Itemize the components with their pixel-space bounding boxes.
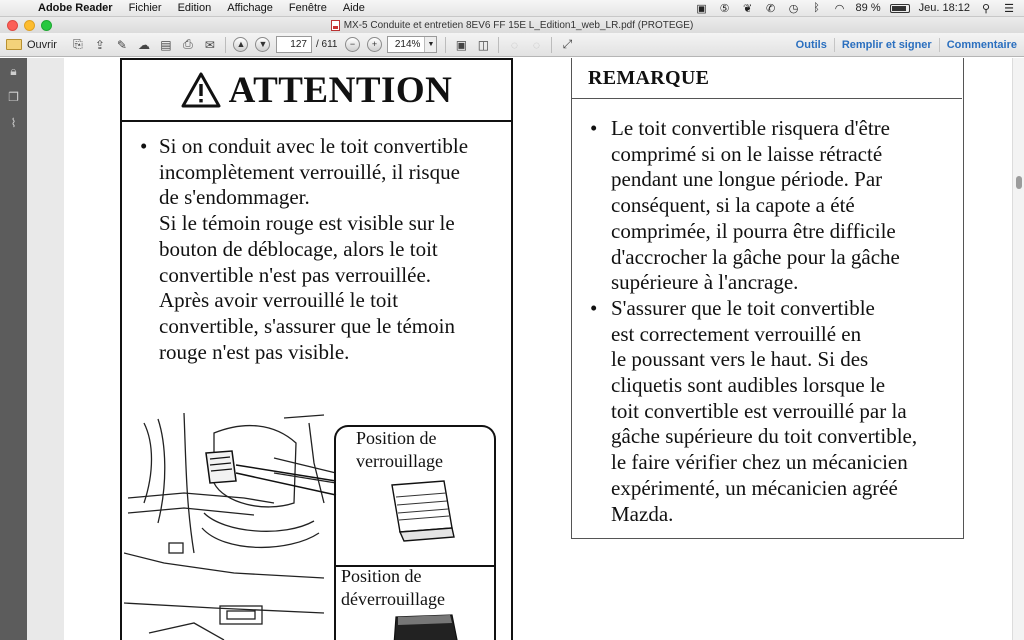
locked-position-callout: [334, 425, 496, 566]
document-viewport[interactable]: [27, 58, 1012, 640]
remarque-text: [590, 116, 960, 527]
folder-icon: [6, 39, 22, 50]
attention-box: [120, 58, 513, 640]
attention-text: [140, 134, 500, 365]
pdf-file-icon: [331, 20, 340, 31]
remarque-line: le poussant vers le haut. Si des: [611, 347, 869, 372]
remarque-line: comprimée, il pourra être difficile: [611, 218, 896, 243]
page-number-input[interactable]: 127: [276, 36, 312, 53]
window-title: MX-5 Conduite et entretien 8EV6 FF 15E L_Edition1_web_LR.pdf (PROTEGE): [343, 19, 694, 31]
attention-header: [122, 58, 511, 122]
remarque-line: le faire vérifier chez un mécanicien: [611, 450, 908, 475]
vertical-scrollbar[interactable]: [1012, 58, 1024, 640]
bullet: •: [590, 295, 598, 320]
comment-link[interactable]: Commentaire: [939, 38, 1024, 52]
remarque-line: comprimé si on le laisse rétracté: [611, 141, 883, 166]
zoom-value: 214%: [394, 39, 421, 50]
page-total: / 611: [315, 39, 338, 50]
battery-icon[interactable]: [890, 4, 910, 13]
menu-aide[interactable]: Aide: [342, 2, 365, 14]
toolbar-divider: [225, 37, 226, 53]
bullet: •: [590, 116, 598, 140]
unlocked-label-line: déverrouillage: [341, 589, 445, 609]
roof-latch-illustration: [124, 403, 509, 640]
remarque-line: pendant une longue période. Par: [611, 167, 883, 192]
remarque-line: est correctement verrouillé en: [611, 321, 862, 346]
attention-line: Après avoir verrouillé le toit: [159, 288, 399, 313]
email-icon[interactable]: ✉: [204, 37, 215, 52]
full-screen-icon[interactable]: ⤢: [562, 37, 573, 51]
remarque-line: cliquetis sont audibles lorsque le: [611, 373, 886, 398]
briefcase-icon[interactable]: ▣: [696, 2, 707, 15]
spotlight-search-icon[interactable]: ⚲: [981, 2, 991, 15]
remarque-line: S'assurer que le toit convertible: [611, 295, 875, 320]
window-zoom-button[interactable]: [41, 20, 52, 31]
remarque-header: [572, 58, 962, 99]
zoom-select[interactable]: [387, 36, 437, 53]
fill-and-sign-link[interactable]: Remplir et signer: [834, 38, 939, 52]
remarque-line: gâche supérieure du toit convertible,: [611, 424, 918, 449]
print-icon[interactable]: ⎙: [183, 37, 193, 51]
number-badge-icon[interactable]: ⑤: [719, 2, 730, 15]
previous-page-button[interactable]: ▲: [233, 37, 248, 52]
attention-title: ATTENTION: [228, 69, 453, 111]
menu-bar: [0, 0, 1024, 17]
attention-line: rouge n'est pas visible.: [159, 339, 350, 364]
fit-width-icon[interactable]: ◫: [477, 37, 490, 52]
remarque-line: Le toit convertible risquera d'être: [611, 116, 890, 140]
bluetooth-icon[interactable]: ᛒ: [813, 2, 820, 14]
chevron-down-icon: ▼: [424, 37, 436, 52]
menu-edition[interactable]: Edition: [177, 2, 212, 14]
attention-line: Si on conduit avec le toit convertible: [159, 134, 469, 158]
attention-line: bouton de déblocage, alors le toit: [159, 236, 438, 261]
menu-fichier[interactable]: Fichier: [128, 2, 162, 14]
navigation-rail: [0, 58, 27, 640]
remarque-line: toit convertible est verrouillé par la: [611, 398, 907, 423]
menu-fenetre[interactable]: Fenêtre: [288, 2, 327, 14]
bullet: •: [140, 134, 148, 158]
zoom-in-button[interactable]: +: [367, 37, 382, 52]
toolbar-divider: [445, 37, 446, 53]
locked-label-line: Position de: [356, 428, 437, 448]
remarque-item: [590, 296, 960, 527]
tools-link[interactable]: Outils: [795, 38, 827, 51]
wifi-icon[interactable]: ◠: [834, 2, 845, 15]
export-pdf-icon[interactable]: ⇪: [94, 37, 105, 52]
window-close-button[interactable]: [7, 20, 18, 31]
open-label: Ouvrir: [27, 38, 57, 51]
remarque-line: Mazda.: [611, 501, 674, 526]
locked-latch-drawing: [334, 425, 496, 566]
comment-icon[interactable]: ◌: [510, 37, 519, 52]
attention-line: convertible, s'assurer que le témoin: [159, 313, 455, 338]
next-page-button[interactable]: ▼: [255, 37, 270, 52]
unlocked-position-callout: [334, 565, 496, 640]
window-minimize-button[interactable]: [24, 20, 35, 31]
attention-line: Si le témoin rouge est visible sur le: [159, 211, 455, 236]
toolbar-divider: [551, 37, 552, 53]
battery-percent[interactable]: 89 %: [855, 2, 881, 14]
remarque-line: supérieure à l'ancrage.: [611, 270, 799, 295]
unlocked-label-line: Position de: [341, 566, 422, 586]
attention-line: incomplètement verrouillé, il risque: [159, 159, 460, 184]
clock[interactable]: Jeu. 18:12: [918, 2, 970, 14]
remarque-title: REMARQUE: [588, 66, 710, 89]
pdf-page: [64, 58, 1012, 640]
menu-affichage[interactable]: Affichage: [227, 2, 273, 14]
paw-icon[interactable]: ❦: [742, 2, 753, 15]
unlocked-latch-drawing: [334, 565, 496, 640]
window-title-bar: [0, 17, 1024, 33]
remarque-box: [571, 58, 964, 539]
pages-icon[interactable]: ❐: [8, 90, 19, 104]
save-icon[interactable]: ▤: [160, 37, 172, 52]
app-menu[interactable]: Adobe Reader: [38, 2, 113, 14]
create-pdf-icon[interactable]: ⎘: [73, 37, 83, 51]
time-machine-icon[interactable]: ◷: [788, 2, 799, 15]
remarque-line: conséquent, si la capote a été: [611, 193, 855, 218]
toolbar-divider: [498, 37, 499, 53]
highlight-icon[interactable]: ◌: [532, 37, 541, 52]
attention-line: convertible n'est pas verrouillée.: [159, 262, 432, 287]
locked-label-line: verrouillage: [356, 451, 443, 471]
toolbar: [0, 33, 1024, 57]
attachment-icon[interactable]: ⌇: [10, 116, 17, 130]
notification-center-icon[interactable]: ☰: [1004, 2, 1014, 15]
warning-triangle-icon: [181, 72, 221, 108]
open-button[interactable]: [6, 36, 57, 54]
fit-page-icon[interactable]: ▣: [455, 37, 468, 52]
remarque-item: [590, 116, 960, 296]
phone-icon[interactable]: ✆: [765, 2, 776, 15]
lock-icon[interactable]: 🔒︎: [10, 64, 17, 78]
remarque-line: expérimenté, un mécanicien agréé: [611, 475, 898, 500]
remarque-line: d'accrocher la gâche pour la gâche: [611, 244, 900, 269]
upload-cloud-icon[interactable]: ☁: [137, 37, 150, 52]
scrollbar-thumb[interactable]: [1016, 176, 1022, 189]
attention-line: de s'endommager.: [159, 185, 310, 210]
edit-pdf-icon[interactable]: ✎: [116, 37, 127, 52]
zoom-out-button[interactable]: −: [345, 37, 360, 52]
